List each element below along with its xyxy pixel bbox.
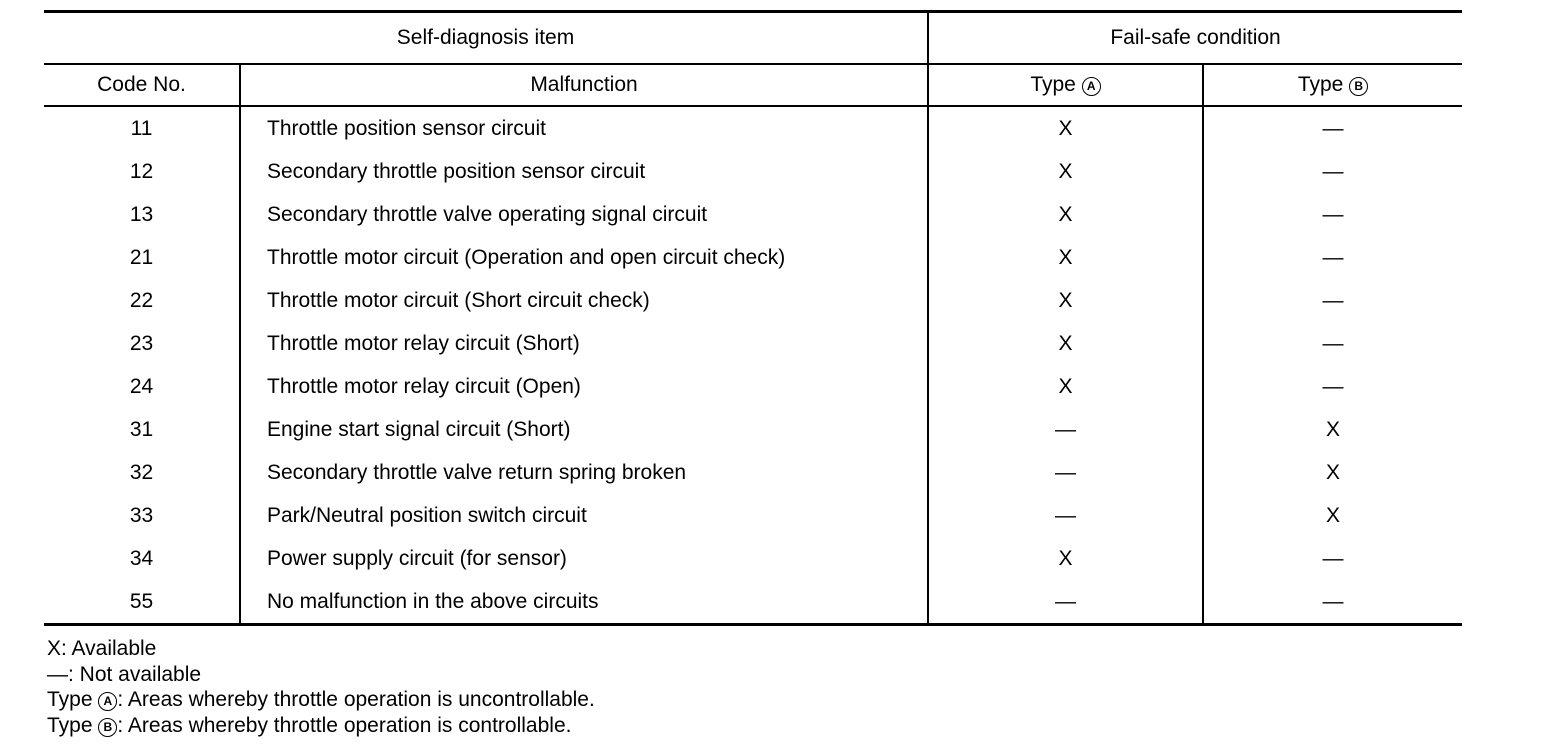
malfunction-cell: Throttle position sensor circuit — [240, 106, 928, 150]
malfunction-cell: Throttle motor circuit (Operation and open circuit check) — [240, 236, 928, 279]
table-row — [44, 322, 1462, 365]
malfunction-cell: Secondary throttle valve operating signal circuit — [240, 193, 928, 236]
table-row — [44, 451, 1462, 494]
type-b-cell: — — [1203, 106, 1462, 150]
type-b-cell: — — [1203, 236, 1462, 279]
code-no-header: Code No. — [44, 64, 240, 106]
code-cell: 11 — [130, 116, 153, 140]
malfunction-cell: Engine start signal circuit (Short) — [240, 408, 928, 451]
type-a-cell: — — [928, 451, 1203, 494]
legend-type-a-desc: : Areas whereby throttle operation is uncontrollable. — [117, 688, 595, 711]
type-b-cell: — — [1203, 365, 1462, 408]
type-a-cell: X — [928, 322, 1203, 365]
type-a-header — [928, 64, 1203, 106]
circled-a-icon: A — [98, 692, 117, 711]
malfunction-cell: Throttle motor relay circuit (Open) — [240, 365, 928, 408]
type-b-header — [1203, 64, 1462, 106]
type-a-cell: X — [928, 537, 1203, 580]
legend — [47, 636, 595, 738]
type-a-cell: — — [928, 494, 1203, 537]
code-cell: 24 — [129, 374, 154, 398]
malfunction-cell: Throttle motor circuit (Short circuit check) — [240, 279, 928, 322]
code-cell: 33 — [129, 503, 154, 527]
code-cell: 32 — [129, 460, 154, 484]
table-row — [44, 494, 1462, 537]
type-b-cell: — — [1203, 150, 1462, 193]
self-diagnosis-item-header: Self-diagnosis item — [44, 12, 928, 65]
code-cell: 31 — [129, 417, 154, 441]
table-row — [44, 365, 1462, 408]
legend-available: X: Available — [47, 637, 157, 660]
code-cell: 34 — [129, 546, 154, 570]
type-b-cell: — — [1203, 279, 1462, 322]
circled-a-icon: A — [1082, 77, 1101, 96]
type-a-cell: — — [928, 408, 1203, 451]
type-a-cell: X — [928, 279, 1203, 322]
table-body — [44, 106, 1462, 625]
malfunction-cell: Throttle motor relay circuit (Short) — [240, 322, 928, 365]
type-b-cell: X — [1203, 408, 1462, 451]
legend-type-b-word: Type — [47, 713, 93, 737]
legend-not-available: —: Not available — [47, 662, 202, 686]
type-b-word: Type — [1297, 73, 1344, 96]
code-cell: 23 — [129, 331, 154, 355]
table-row — [44, 408, 1462, 451]
type-a-word: Type — [1030, 73, 1076, 96]
circled-b-icon: B — [1349, 77, 1368, 96]
type-b-cell: — — [1203, 193, 1462, 236]
code-cell: 12 — [129, 159, 154, 183]
table-row — [44, 537, 1462, 580]
fail-safe-condition-header: Fail-safe condition — [928, 12, 1462, 65]
table-row — [44, 150, 1462, 193]
code-cell: 21 — [129, 245, 154, 269]
legend-type-b-desc: : Areas whereby throttle operation is controllable. — [117, 713, 572, 737]
type-a-cell: X — [928, 193, 1203, 236]
type-b-cell: — — [1203, 322, 1462, 365]
legend-type-a-word: Type — [47, 688, 93, 711]
type-b-cell: X — [1203, 451, 1462, 494]
type-a-cell: X — [928, 365, 1203, 408]
table-row — [44, 236, 1462, 279]
self-diagnosis-table — [44, 10, 1462, 626]
type-b-cell: X — [1203, 494, 1462, 537]
legend-type-a — [47, 687, 595, 713]
malfunction-header: Malfunction — [240, 64, 928, 106]
legend-type-b — [47, 713, 595, 739]
table-row — [44, 279, 1462, 322]
code-cell: 55 — [44, 580, 240, 625]
malfunction-cell: Secondary throttle position sensor circuit — [240, 150, 928, 193]
malfunction-cell: Secondary throttle valve return spring broken — [240, 451, 928, 494]
code-cell: 13 — [129, 202, 154, 226]
type-a-cell: X — [928, 150, 1203, 193]
type-a-cell: X — [928, 106, 1203, 150]
malfunction-cell: Park/Neutral position switch circuit — [240, 494, 928, 537]
type-a-cell: X — [928, 236, 1203, 279]
code-cell: 22 — [129, 288, 154, 312]
type-b-cell: — — [1203, 580, 1462, 625]
type-b-cell: — — [1203, 537, 1462, 580]
table-row — [44, 580, 1462, 625]
fail-safe-table-section — [44, 10, 1462, 626]
type-a-cell: — — [928, 580, 1203, 625]
table-row — [44, 106, 1462, 150]
circled-b-icon: B — [98, 718, 117, 737]
table-row — [44, 193, 1462, 236]
malfunction-cell: Power supply circuit (for sensor) — [240, 537, 928, 580]
malfunction-cell: No malfunction in the above circuits — [240, 580, 928, 625]
